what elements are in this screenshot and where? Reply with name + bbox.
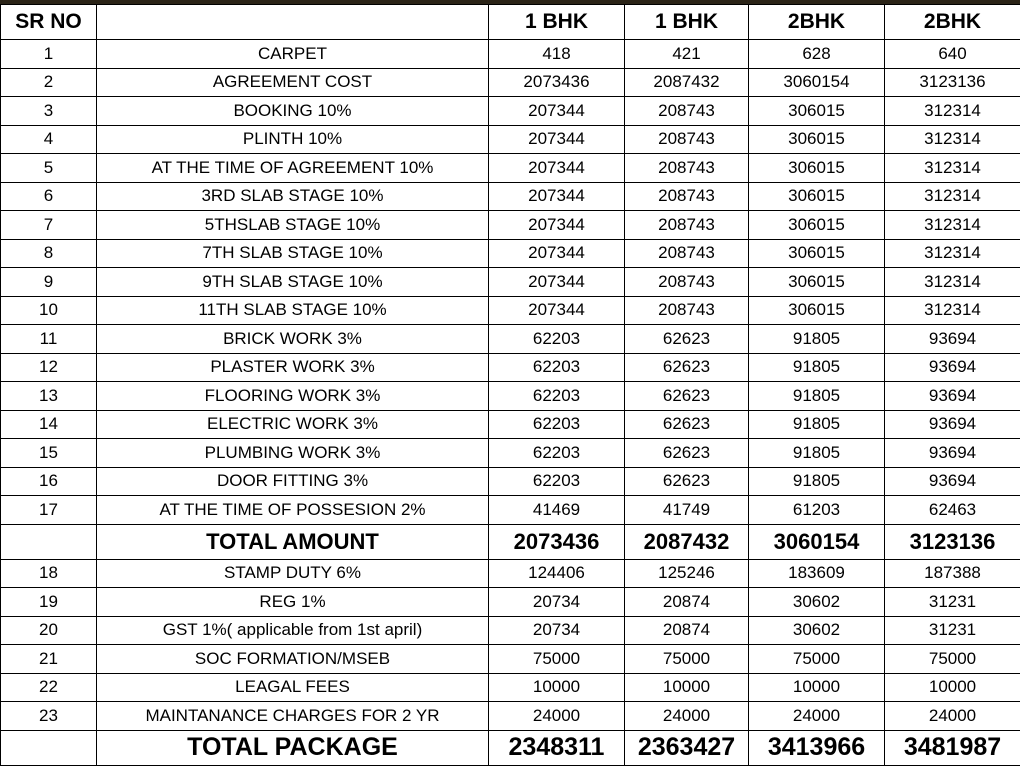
value-cell: 62203	[489, 382, 625, 411]
table-row	[1, 410, 1020, 439]
value-cell: 208743	[625, 97, 749, 126]
value-cell: 208743	[625, 239, 749, 268]
value-cell: 24000	[749, 702, 885, 731]
value-cell: 312314	[885, 211, 1020, 240]
sr-no-cell: 5	[1, 154, 97, 183]
description-cell: BRICK WORK 3%	[97, 325, 489, 354]
value-cell: 62203	[489, 410, 625, 439]
value-cell: 208743	[625, 268, 749, 297]
header-sr-no: SR NO	[1, 5, 97, 40]
value-cell: 306015	[749, 211, 885, 240]
value-cell: 306015	[749, 182, 885, 211]
table-row	[1, 268, 1020, 297]
value-cell: 418	[489, 40, 625, 69]
value-cell: 62463	[885, 496, 1020, 525]
description-cell: SOC FORMATION/MSEB	[97, 645, 489, 674]
description-cell: STAMP DUTY 6%	[97, 559, 489, 588]
table-row	[1, 559, 1020, 588]
value-cell: 208743	[625, 154, 749, 183]
sr-no-cell: 21	[1, 645, 97, 674]
sr-no-cell: 15	[1, 439, 97, 468]
value-cell: 125246	[625, 559, 749, 588]
table-row	[1, 645, 1020, 674]
value-cell: 2363427	[625, 730, 749, 765]
sr-no-cell: 17	[1, 496, 97, 525]
description-cell: GST 1%( applicable from 1st april)	[97, 616, 489, 645]
sr-no-cell	[1, 524, 97, 559]
value-cell: 312314	[885, 125, 1020, 154]
value-cell: 24000	[625, 702, 749, 731]
sr-no-cell: 14	[1, 410, 97, 439]
table-row	[1, 496, 1020, 525]
sr-no-cell: 2	[1, 68, 97, 97]
value-cell: 3123136	[885, 68, 1020, 97]
value-cell: 24000	[885, 702, 1020, 731]
value-cell: 306015	[749, 154, 885, 183]
description-cell: AT THE TIME OF AGREEMENT 10%	[97, 154, 489, 183]
description-cell: DOOR FITTING 3%	[97, 467, 489, 496]
value-cell: 91805	[749, 325, 885, 354]
value-cell: 207344	[489, 97, 625, 126]
value-cell: 30602	[749, 588, 885, 617]
value-cell: 31231	[885, 588, 1020, 617]
sr-no-cell: 4	[1, 125, 97, 154]
value-cell: 628	[749, 40, 885, 69]
description-cell: 3RD SLAB STAGE 10%	[97, 182, 489, 211]
value-cell: 61203	[749, 496, 885, 525]
value-cell: 2087432	[625, 524, 749, 559]
sr-no-cell: 9	[1, 268, 97, 297]
description-cell: AT THE TIME OF POSSESION 2%	[97, 496, 489, 525]
table-row	[1, 40, 1020, 69]
description-cell: 9TH SLAB STAGE 10%	[97, 268, 489, 297]
value-cell: 312314	[885, 268, 1020, 297]
value-cell: 30602	[749, 616, 885, 645]
value-cell: 208743	[625, 211, 749, 240]
table-row	[1, 97, 1020, 126]
description-cell: TOTAL PACKAGE	[97, 730, 489, 765]
description-cell: AGREEMENT COST	[97, 68, 489, 97]
value-cell: 312314	[885, 97, 1020, 126]
description-cell: 5THSLAB STAGE 10%	[97, 211, 489, 240]
value-cell: 306015	[749, 125, 885, 154]
description-cell: CARPET	[97, 40, 489, 69]
total-amount-row	[1, 524, 1020, 559]
table-row	[1, 296, 1020, 325]
value-cell: 20734	[489, 616, 625, 645]
value-cell: 3413966	[749, 730, 885, 765]
table-row	[1, 673, 1020, 702]
value-cell: 2087432	[625, 68, 749, 97]
value-cell: 62203	[489, 439, 625, 468]
value-cell: 312314	[885, 154, 1020, 183]
sr-no-cell: 19	[1, 588, 97, 617]
payment-schedule-table	[0, 4, 1020, 766]
value-cell: 20874	[625, 588, 749, 617]
value-cell: 75000	[749, 645, 885, 674]
value-cell: 187388	[885, 559, 1020, 588]
description-cell: REG 1%	[97, 588, 489, 617]
value-cell: 312314	[885, 239, 1020, 268]
table-row	[1, 211, 1020, 240]
value-cell: 208743	[625, 182, 749, 211]
value-cell: 3060154	[749, 524, 885, 559]
table-row	[1, 702, 1020, 731]
description-cell: MAINTANANCE CHARGES FOR 2 YR	[97, 702, 489, 731]
description-cell: 7TH SLAB STAGE 10%	[97, 239, 489, 268]
value-cell: 62623	[625, 439, 749, 468]
sr-no-cell: 12	[1, 353, 97, 382]
value-cell: 75000	[885, 645, 1020, 674]
value-cell: 207344	[489, 154, 625, 183]
description-cell: PLASTER WORK 3%	[97, 353, 489, 382]
sr-no-cell: 8	[1, 239, 97, 268]
value-cell: 62203	[489, 325, 625, 354]
value-cell: 31231	[885, 616, 1020, 645]
sr-no-cell: 18	[1, 559, 97, 588]
value-cell: 10000	[489, 673, 625, 702]
description-cell: LEAGAL FEES	[97, 673, 489, 702]
header-row	[1, 5, 1020, 40]
value-cell: 207344	[489, 296, 625, 325]
sr-no-cell: 1	[1, 40, 97, 69]
header-1bhk-a: 1 BHK	[489, 5, 625, 40]
value-cell: 10000	[749, 673, 885, 702]
value-cell: 93694	[885, 467, 1020, 496]
value-cell: 62623	[625, 325, 749, 354]
value-cell: 75000	[625, 645, 749, 674]
value-cell: 208743	[625, 296, 749, 325]
value-cell: 20734	[489, 588, 625, 617]
value-cell: 93694	[885, 439, 1020, 468]
value-cell: 10000	[625, 673, 749, 702]
table-row	[1, 182, 1020, 211]
description-cell: 11TH SLAB STAGE 10%	[97, 296, 489, 325]
value-cell: 3060154	[749, 68, 885, 97]
value-cell: 306015	[749, 97, 885, 126]
description-cell: PLINTH 10%	[97, 125, 489, 154]
sr-no-cell: 23	[1, 702, 97, 731]
value-cell: 183609	[749, 559, 885, 588]
value-cell: 3481987	[885, 730, 1020, 765]
table-row	[1, 353, 1020, 382]
value-cell: 75000	[489, 645, 625, 674]
table-row	[1, 467, 1020, 496]
sr-no-cell: 7	[1, 211, 97, 240]
sr-no-cell	[1, 730, 97, 765]
value-cell: 207344	[489, 182, 625, 211]
table-row	[1, 382, 1020, 411]
value-cell: 91805	[749, 410, 885, 439]
value-cell: 124406	[489, 559, 625, 588]
table-row	[1, 325, 1020, 354]
table-row	[1, 588, 1020, 617]
description-cell: BOOKING 10%	[97, 97, 489, 126]
value-cell: 312314	[885, 296, 1020, 325]
value-cell: 421	[625, 40, 749, 69]
sr-no-cell: 11	[1, 325, 97, 354]
value-cell: 640	[885, 40, 1020, 69]
description-cell: ELECTRIC WORK 3%	[97, 410, 489, 439]
value-cell: 91805	[749, 467, 885, 496]
table-row	[1, 239, 1020, 268]
sr-no-cell: 3	[1, 97, 97, 126]
value-cell: 2348311	[489, 730, 625, 765]
value-cell: 312314	[885, 182, 1020, 211]
value-cell: 62623	[625, 353, 749, 382]
value-cell: 20874	[625, 616, 749, 645]
value-cell: 24000	[489, 702, 625, 731]
value-cell: 207344	[489, 211, 625, 240]
table-row	[1, 154, 1020, 183]
value-cell: 207344	[489, 268, 625, 297]
table-row	[1, 616, 1020, 645]
sr-no-cell: 20	[1, 616, 97, 645]
value-cell: 207344	[489, 125, 625, 154]
description-cell: PLUMBING WORK 3%	[97, 439, 489, 468]
header-2bhk-b: 2BHK	[885, 5, 1020, 40]
table-row	[1, 125, 1020, 154]
value-cell: 62203	[489, 467, 625, 496]
value-cell: 306015	[749, 296, 885, 325]
sr-no-cell: 10	[1, 296, 97, 325]
value-cell: 91805	[749, 439, 885, 468]
value-cell: 62203	[489, 353, 625, 382]
value-cell: 62623	[625, 410, 749, 439]
value-cell: 306015	[749, 268, 885, 297]
value-cell: 10000	[885, 673, 1020, 702]
value-cell: 2073436	[489, 524, 625, 559]
value-cell: 207344	[489, 239, 625, 268]
sr-no-cell: 13	[1, 382, 97, 411]
value-cell: 93694	[885, 353, 1020, 382]
value-cell: 91805	[749, 353, 885, 382]
sr-no-cell: 16	[1, 467, 97, 496]
table-row	[1, 68, 1020, 97]
value-cell: 3123136	[885, 524, 1020, 559]
value-cell: 93694	[885, 325, 1020, 354]
description-cell: TOTAL AMOUNT	[97, 524, 489, 559]
value-cell: 2073436	[489, 68, 625, 97]
value-cell: 93694	[885, 410, 1020, 439]
total-package-row	[1, 730, 1020, 765]
value-cell: 91805	[749, 382, 885, 411]
value-cell: 62623	[625, 382, 749, 411]
sr-no-cell: 22	[1, 673, 97, 702]
value-cell: 93694	[885, 382, 1020, 411]
value-cell: 41469	[489, 496, 625, 525]
sr-no-cell: 6	[1, 182, 97, 211]
description-cell: FLOORING WORK 3%	[97, 382, 489, 411]
header-2bhk-a: 2BHK	[749, 5, 885, 40]
header-description	[97, 5, 489, 40]
header-1bhk-b: 1 BHK	[625, 5, 749, 40]
value-cell: 41749	[625, 496, 749, 525]
value-cell: 62623	[625, 467, 749, 496]
table-row	[1, 439, 1020, 468]
value-cell: 306015	[749, 239, 885, 268]
value-cell: 208743	[625, 125, 749, 154]
